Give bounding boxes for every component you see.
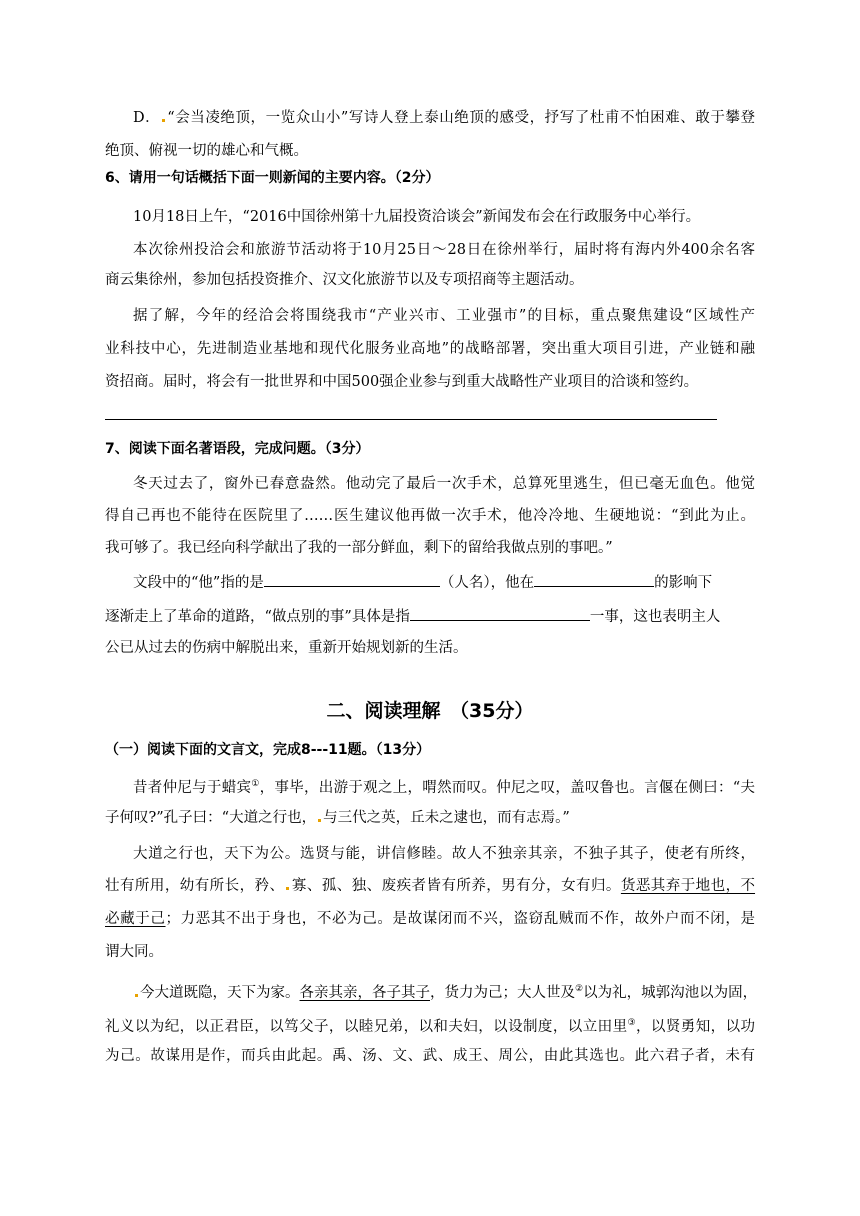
answer-line[interactable] — [105, 419, 717, 420]
classical-para-3-line1: 今大道既隐，天下为家。各亲其亲，各子其子，货力为己；大人世及②以为礼，城郭沟池以为固， — [133, 979, 755, 1003]
classical-para-1-line1: 昔者仲尼与于蜡宾①，事毕，出游于观之上，喟然而叹。仲尼之叹，盖叹鲁也。言偃在侧曰：“夫 — [133, 779, 755, 796]
news-para-3-line2: 业科技中心，先进制造业基地和现代化服务业高地”的战略部署，突出重大项目引进，产业链和融 — [105, 341, 755, 357]
section-2-heading: 二、阅读理解 （35分） — [326, 700, 534, 722]
footnote-marker-3: ③ — [627, 1018, 636, 1028]
subsection-1-title: （一）阅读下面的文言文，完成8---11题。（13分） — [105, 742, 431, 758]
blank-event[interactable] — [410, 605, 590, 621]
underlined-phrase-1: 货恶其弃于地也，不 — [620, 878, 756, 894]
excerpt-line2: 得自己再也不能待在医院里了……医生建议他再做一次手术，他冷冷地、生硬地说：“到此为止。 — [105, 508, 755, 524]
news-para-2-line1: 本次徐州投洽会和旅游节活动将于10月25日～28日在徐州举行，届时将有海内外400余名客 — [133, 242, 755, 258]
classical-para-3-line2: 礼义以为纪，以正君臣，以笃父子，以睦兄弟，以和夫妇，以设制度，以立田里③，以贤勇知，以功 — [105, 1018, 755, 1035]
blank-influence[interactable] — [534, 571, 654, 587]
q7-fill-line3: 公已从过去的伤病中解脱出来，重新开始规划新的生活。 — [105, 640, 468, 656]
option-d-line2: 绝顶、俯视一切的雄心和气概。 — [105, 143, 308, 159]
mark-dot — [135, 994, 138, 997]
excerpt-line1: 冬天过去了，窗外已春意盎然。他动完了最后一次手术，总算死里逃生，但已毫无血色。他觉 — [133, 476, 755, 492]
question-7-title: 7、阅读下面名著语段，完成问题。（3分） — [105, 441, 370, 457]
classical-para-1-line2: 子何叹?”孔子曰：“大道之行也， 与三代之英，丘未之逮也，而有志焉。” — [105, 810, 570, 826]
mark-dot — [286, 887, 289, 890]
question-6-title: 6、请用一句话概括下面一则新闻的主要内容。（2分） — [105, 170, 440, 186]
underlined-phrase-1-cont: 必藏于己 — [105, 911, 166, 927]
news-para-1: 10月18日上午，“2016中国徐州第十九届投资洽谈会”新闻发布会在行政服务中心举行。 — [133, 209, 701, 225]
q7-fill-line2: 逐渐走上了革命的道路，“做点别的事”具体是指 一事，这也表明主人 — [105, 605, 720, 627]
excerpt-line3: 我可够了。我已经向科学献出了我的一部分鲜血，剩下的留给我做点别的事吧。” — [105, 540, 613, 556]
option-d-line1: D． “会当凌绝顶，一览众山小”写诗人登上泰山绝顶的感受，抒写了杜甫不怕困难、敢于攀登 — [133, 110, 755, 126]
classical-para-2-line1: 大道之行也，天下为公。选贤与能，讲信修睦。故人不独亲其亲，不独子其子，使老有所终， — [133, 846, 755, 862]
footnote-marker-2: ② — [575, 984, 584, 994]
footnote-marker-1: ① — [251, 779, 260, 789]
news-para-2-line2: 商云集徐州，参加包括投资推介、汉文化旅游节以及专项招商等主题活动。 — [105, 272, 584, 288]
underlined-phrase-2: 各亲其亲，各子其子 — [299, 984, 430, 1001]
blank-person-name[interactable] — [264, 571, 440, 587]
q7-fill-line1: 文段中的“他”指的是 （人名），他在 的影响下 — [133, 571, 712, 593]
news-para-3-line3: 资招商。届时，将会有一批世界和中国500强企业参与到重大战略性产业项目的洽谈和签约。 — [105, 374, 699, 390]
mark-dot — [318, 819, 321, 822]
classical-para-2-line3: 必藏于己；力恶其不出于身也，不必为己。是故谋闭而不兴，盗窃乱贼而不作，故外户而不闭，是 — [105, 911, 756, 927]
option-d-label: D． — [133, 110, 161, 126]
classical-para-2-line4: 谓大同。 — [105, 944, 163, 960]
classical-para-2-line2: 壮有所用，幼有所长，矜、 寡、孤、独、废疾者皆有所养，男有分，女有归。货恶其弃于地也，不 — [105, 878, 756, 894]
mark-dot — [162, 119, 165, 122]
classical-para-3-line3: 为己。故谋用是作，而兵由此起。禹、汤、文、武、成王、周公，由此其选也。此六君子者，未有 — [105, 1048, 755, 1064]
news-para-3-line1: 据了解，今年的经洽会将围绕我市“产业兴市、工业强市”的目标，重点聚焦建设“区域性产 — [133, 308, 755, 324]
